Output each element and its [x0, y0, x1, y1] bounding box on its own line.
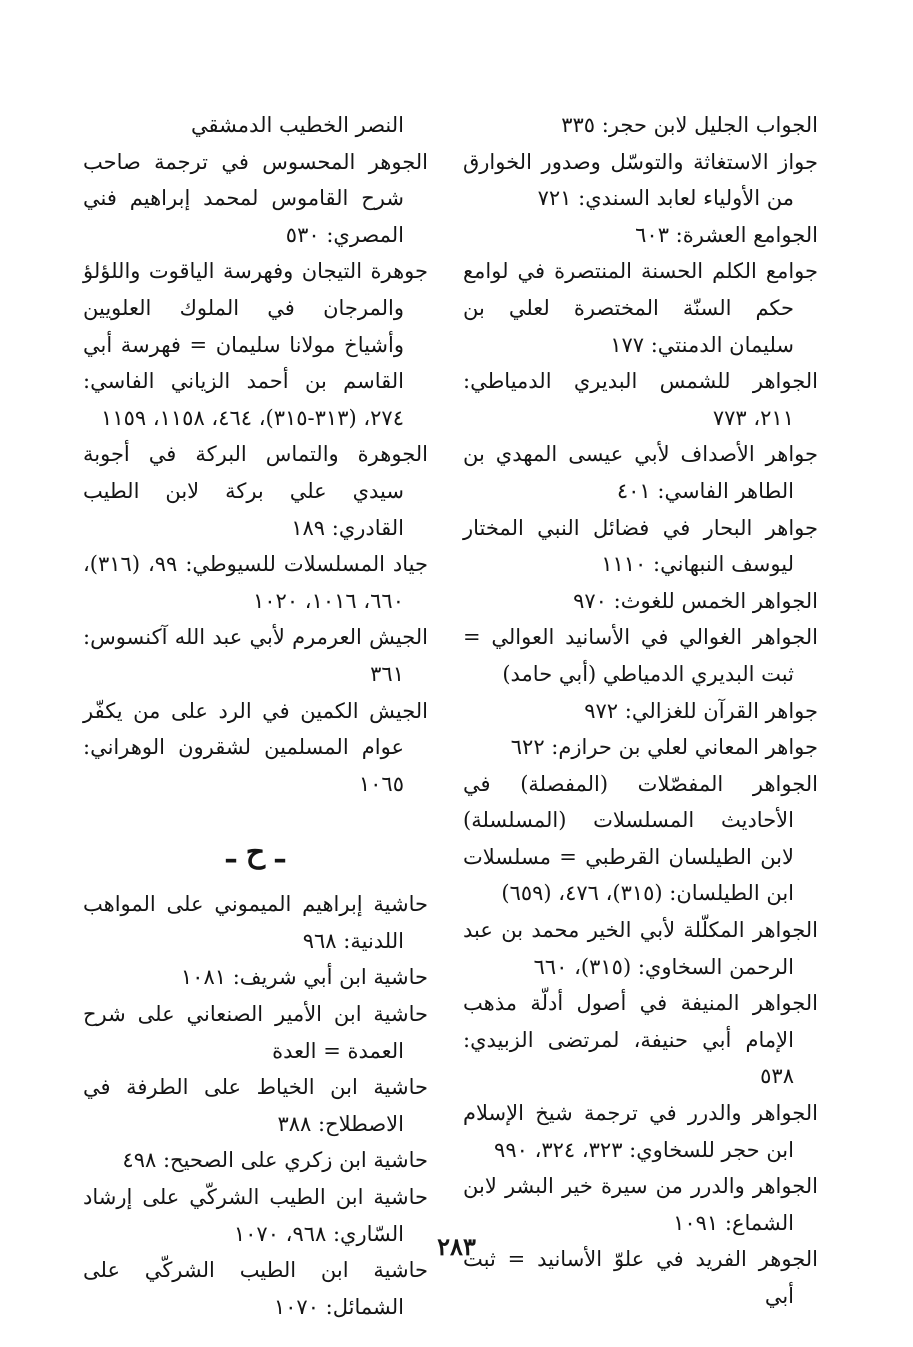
index-entry: الجواهر للشمس البديري الدمياطي: ٢١١، ٧٧٣ [463, 369, 818, 430]
index-entry: حاشية ابن الخياط على الطرفة في الاصطلاح: ٣٨٨ [83, 1075, 428, 1136]
index-entry: الجوهرة والتماس البركة في أجوبة سيدي علي بركة لابن الطيب القادري: ١٨٩ [83, 442, 428, 540]
index-entry: حاشية إبراهيم الميموني على المواهب اللدنية: ٩٦٨ [83, 892, 428, 953]
right-column [463, 107, 818, 1315]
index-entry: الجواهر الغوالي في الأسانيد العوالي = ثبت البديري الدمياطي (أبي حامد) [463, 625, 818, 686]
index-entry: الجوهر المحسوس في ترجمة صاحب شرح القاموس لمحمد إبراهيم فني المصري: ٥٣٠ [83, 149, 428, 247]
index-entry: جواهر القرآن للغزالي: ٩٧٢ [584, 698, 818, 723]
index-entry: الجيش العرمرم لأبي عبد الله آكنسوس: ٣٦١ [83, 625, 428, 686]
index-entry: حاشية ابن الطيب الشركّي على إرشاد السّاري: ٩٦٨، ١٠٧٠ [83, 1185, 428, 1246]
index-entry: الجيش الكمين في الرد على من يكفّر عوام المسلمين لشقرون الوهراني: ١٠٦٥ [83, 698, 428, 796]
index-entry: الجواهر الخمس للغوث: ٩٧٠ [573, 588, 818, 613]
index-entry: الجواهر والدرر من سيرة خير البشر لابن الشماع: ١٠٩١ [463, 1174, 818, 1235]
index-entry: حاشية ابن الأمير الصنعاني على شرح العمدة = العدة [83, 1002, 428, 1063]
index-entry: الجواب الجليل لابن حجر: ٣٣٥ [561, 113, 818, 137]
index-entry: الجواهر المكلّلة لأبي الخير محمد بن عبد الرحمن السخاوي: (٣١٥)، ٦٦٠ [463, 918, 818, 979]
index-entry: الجواهر والدرر في ترجمة شيخ الإسلام ابن حجر للسخاوي: ٣٢٣، ٣٢٤، ٩٩٠ [463, 1101, 818, 1162]
index-entry: جوامع الكلم الحسنة المنتصرة في لوامع حكم السنّة المختصرة لعلي بن سليمان الدمنتي: ١٧٧ [463, 259, 818, 357]
index-entry: جياد المسلسلات للسيوطي: ٩٩، (٣١٦)، ٦٦٠، ١٠١٦، ١٠٢٠ [83, 552, 428, 613]
page-number: ٢٨٣ [437, 1232, 476, 1261]
index-entry: الجواهر المفصّلات (المفصلة) في الأحاديث المسلسلات (المسلسلة) لابن الطيلسان القرطبي = مسلسلات ابن الطيلسان: (٣١٥)، ٤٧٦، (٦٥٩) [463, 771, 818, 906]
index-entry: حاشية ابن زكري على الصحيح: ٤٩٨ [122, 1148, 428, 1173]
section-header-ha: ـ ح ـ [226, 835, 285, 871]
index-entry: جوهرة التيجان وفهرسة الياقوت واللؤلؤ والمرجان في الملوك العلويين وأشياخ مولانا سليمان = فهرسة أبي القاسم بن أحمد الزياني الفاسي: ٢٧٤، (٣١٣-٣١٥)، ٤٦٤، ١١٥٨، ١١٥٩ [83, 259, 428, 430]
index-entry: جواهر المعاني لعلي بن حرازم: ٦٢٢ [510, 735, 818, 760]
index-entry: جواز الاستغاثة والتوسّل وصدور الخوارق من الأولياء لعابد السندي: ٧٢١ [463, 149, 818, 211]
index-entry: حاشية ابن الطيب الشركّي على الشمائل: ١٠٧٠ [83, 1258, 428, 1319]
index-entry: حاشية ابن أبي شريف: ١٠٨١ [180, 965, 428, 990]
index-entry-continuation: النصر الخطيب الدمشقي [190, 113, 404, 137]
index-entry: الجواهر المنيفة في أصول أدلّة مذهب الإمام أبي حنيفة، لمرتضى الزبيدي: ٥٣٨ [463, 991, 818, 1089]
index-entry: الجوهر الفريد في علوّ الأسانيد = ثبت أبي [463, 1247, 818, 1308]
index-entry: جواهر البحار في فضائل النبي المختار ليوسف النبهاني: ١١١٠ [463, 515, 818, 577]
left-column [83, 107, 428, 1325]
index-entry: جواهر الأصداف لأبي عيسى المهدي بن الطاهر الفاسي: ٤٠١ [463, 442, 818, 503]
index-entry: الجوامع العشرة: ٦٠٣ [635, 222, 818, 247]
